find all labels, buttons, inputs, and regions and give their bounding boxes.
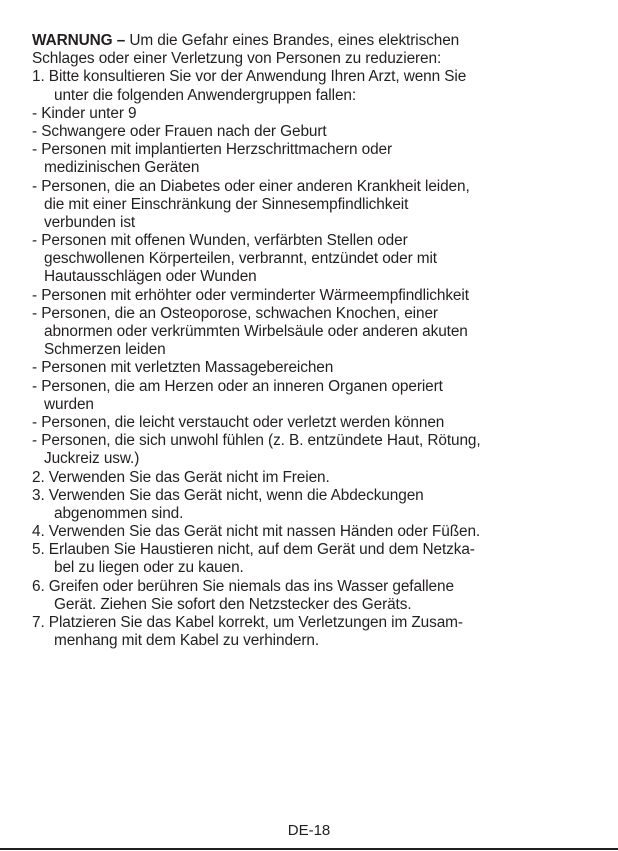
warning-label: WARNUNG – (32, 32, 126, 49)
group-verstaucht: - Personen, die leicht verstaucht oder verletzt werden können (32, 413, 445, 431)
document-body (32, 32, 592, 650)
group-wunden: - Personen mit offenen Wunden, verfärbten Stellen oder (32, 232, 408, 250)
page-number: DE-18 (287, 822, 331, 839)
group-operiert: - Personen, die am Herzen oder an inneren Organen operiert (32, 377, 443, 395)
item-7-line-2: menhang mit dem Kabel zu verhindern. (54, 632, 320, 650)
warning-intro: Um die Gefahr eines Brandes, eines elektrischen (125, 32, 460, 49)
group-wunden-cont-2: Hautausschlägen oder Wunden (44, 268, 257, 286)
bottom-divider (0, 848, 618, 850)
item-5-line-1: 5. Erlauben Sie Haustieren nicht, auf dem Gerät und dem Netzka- (32, 541, 475, 559)
group-diabetes: - Personen, die an Diabetes oder einer anderen Krankheit leiden, (32, 177, 470, 195)
warning-line-2: Schlages oder einer Verletzung von Personen zu reduzieren: (32, 50, 442, 68)
group-diabetes-cont-2: verbunden ist (44, 213, 136, 231)
item-2: 2. Verwenden Sie das Gerät nicht im Freien. (32, 468, 330, 486)
warning-line-1 (32, 32, 592, 50)
item-6-line-1: 6. Greifen oder berühren Sie niemals das ins Wasser gefallene (32, 577, 454, 595)
group-schwangere: - Schwangere oder Frauen nach der Geburt (32, 122, 327, 140)
group-waerme: - Personen mit erhöhter oder verminderter Wärmeempfindlichkeit (32, 286, 469, 304)
group-massage: - Personen mit verletzten Massagebereichen (32, 359, 334, 377)
group-diabetes-cont-1: die mit einer Einschränkung der Sinnesempfindlichkeit (44, 195, 409, 213)
group-osteoporose-cont-1: abnormen oder verkrümmten Wirbelsäule oder anderen akuten (44, 323, 468, 340)
group-unwohl-cont: Juckreiz usw.) (44, 450, 140, 468)
group-unwohl: - Personen, die sich unwohl fühlen (z. B. entzündete Haut, Rötung, (32, 432, 481, 450)
item-3-line-2: abgenommen sind. (54, 504, 184, 522)
item-7-line-1: 7. Platzieren Sie das Kabel korrekt, um Verletzungen im Zusam- (32, 614, 463, 631)
item-6-line-2: Gerät. Ziehen Sie sofort den Netzstecker des Geräts. (54, 595, 412, 613)
group-operiert-cont: wurden (44, 395, 94, 413)
group-kinder: - Kinder unter 9 (32, 104, 137, 122)
item-3-line-1: 3. Verwenden Sie das Gerät nicht, wenn die Abdeckungen (32, 486, 424, 504)
item-1-line-2: unter die folgenden Anwendergruppen fallen: (54, 86, 357, 104)
group-wunden-cont-1: geschwollenen Körperteilen, verbrannt, entzündet oder mit (44, 250, 437, 268)
group-osteoporose: - Personen, die an Osteoporose, schwachen Knochen, einer (32, 304, 438, 322)
item-1-line-1: 1. Bitte konsultieren Sie vor der Anwendung Ihren Arzt, wenn Sie (32, 68, 467, 86)
item-5-line-2: bel zu liegen oder zu kauen. (54, 559, 244, 577)
item-4: 4. Verwenden Sie das Gerät nicht mit nassen Händen oder Füßen. (32, 523, 481, 541)
group-herzschrittmacher-cont: medizinischen Geräten (44, 159, 200, 177)
group-osteoporose-cont-2: Schmerzen leiden (44, 341, 166, 359)
group-herzschrittmacher: - Personen mit implantierten Herzschrittmachern oder (32, 141, 393, 159)
